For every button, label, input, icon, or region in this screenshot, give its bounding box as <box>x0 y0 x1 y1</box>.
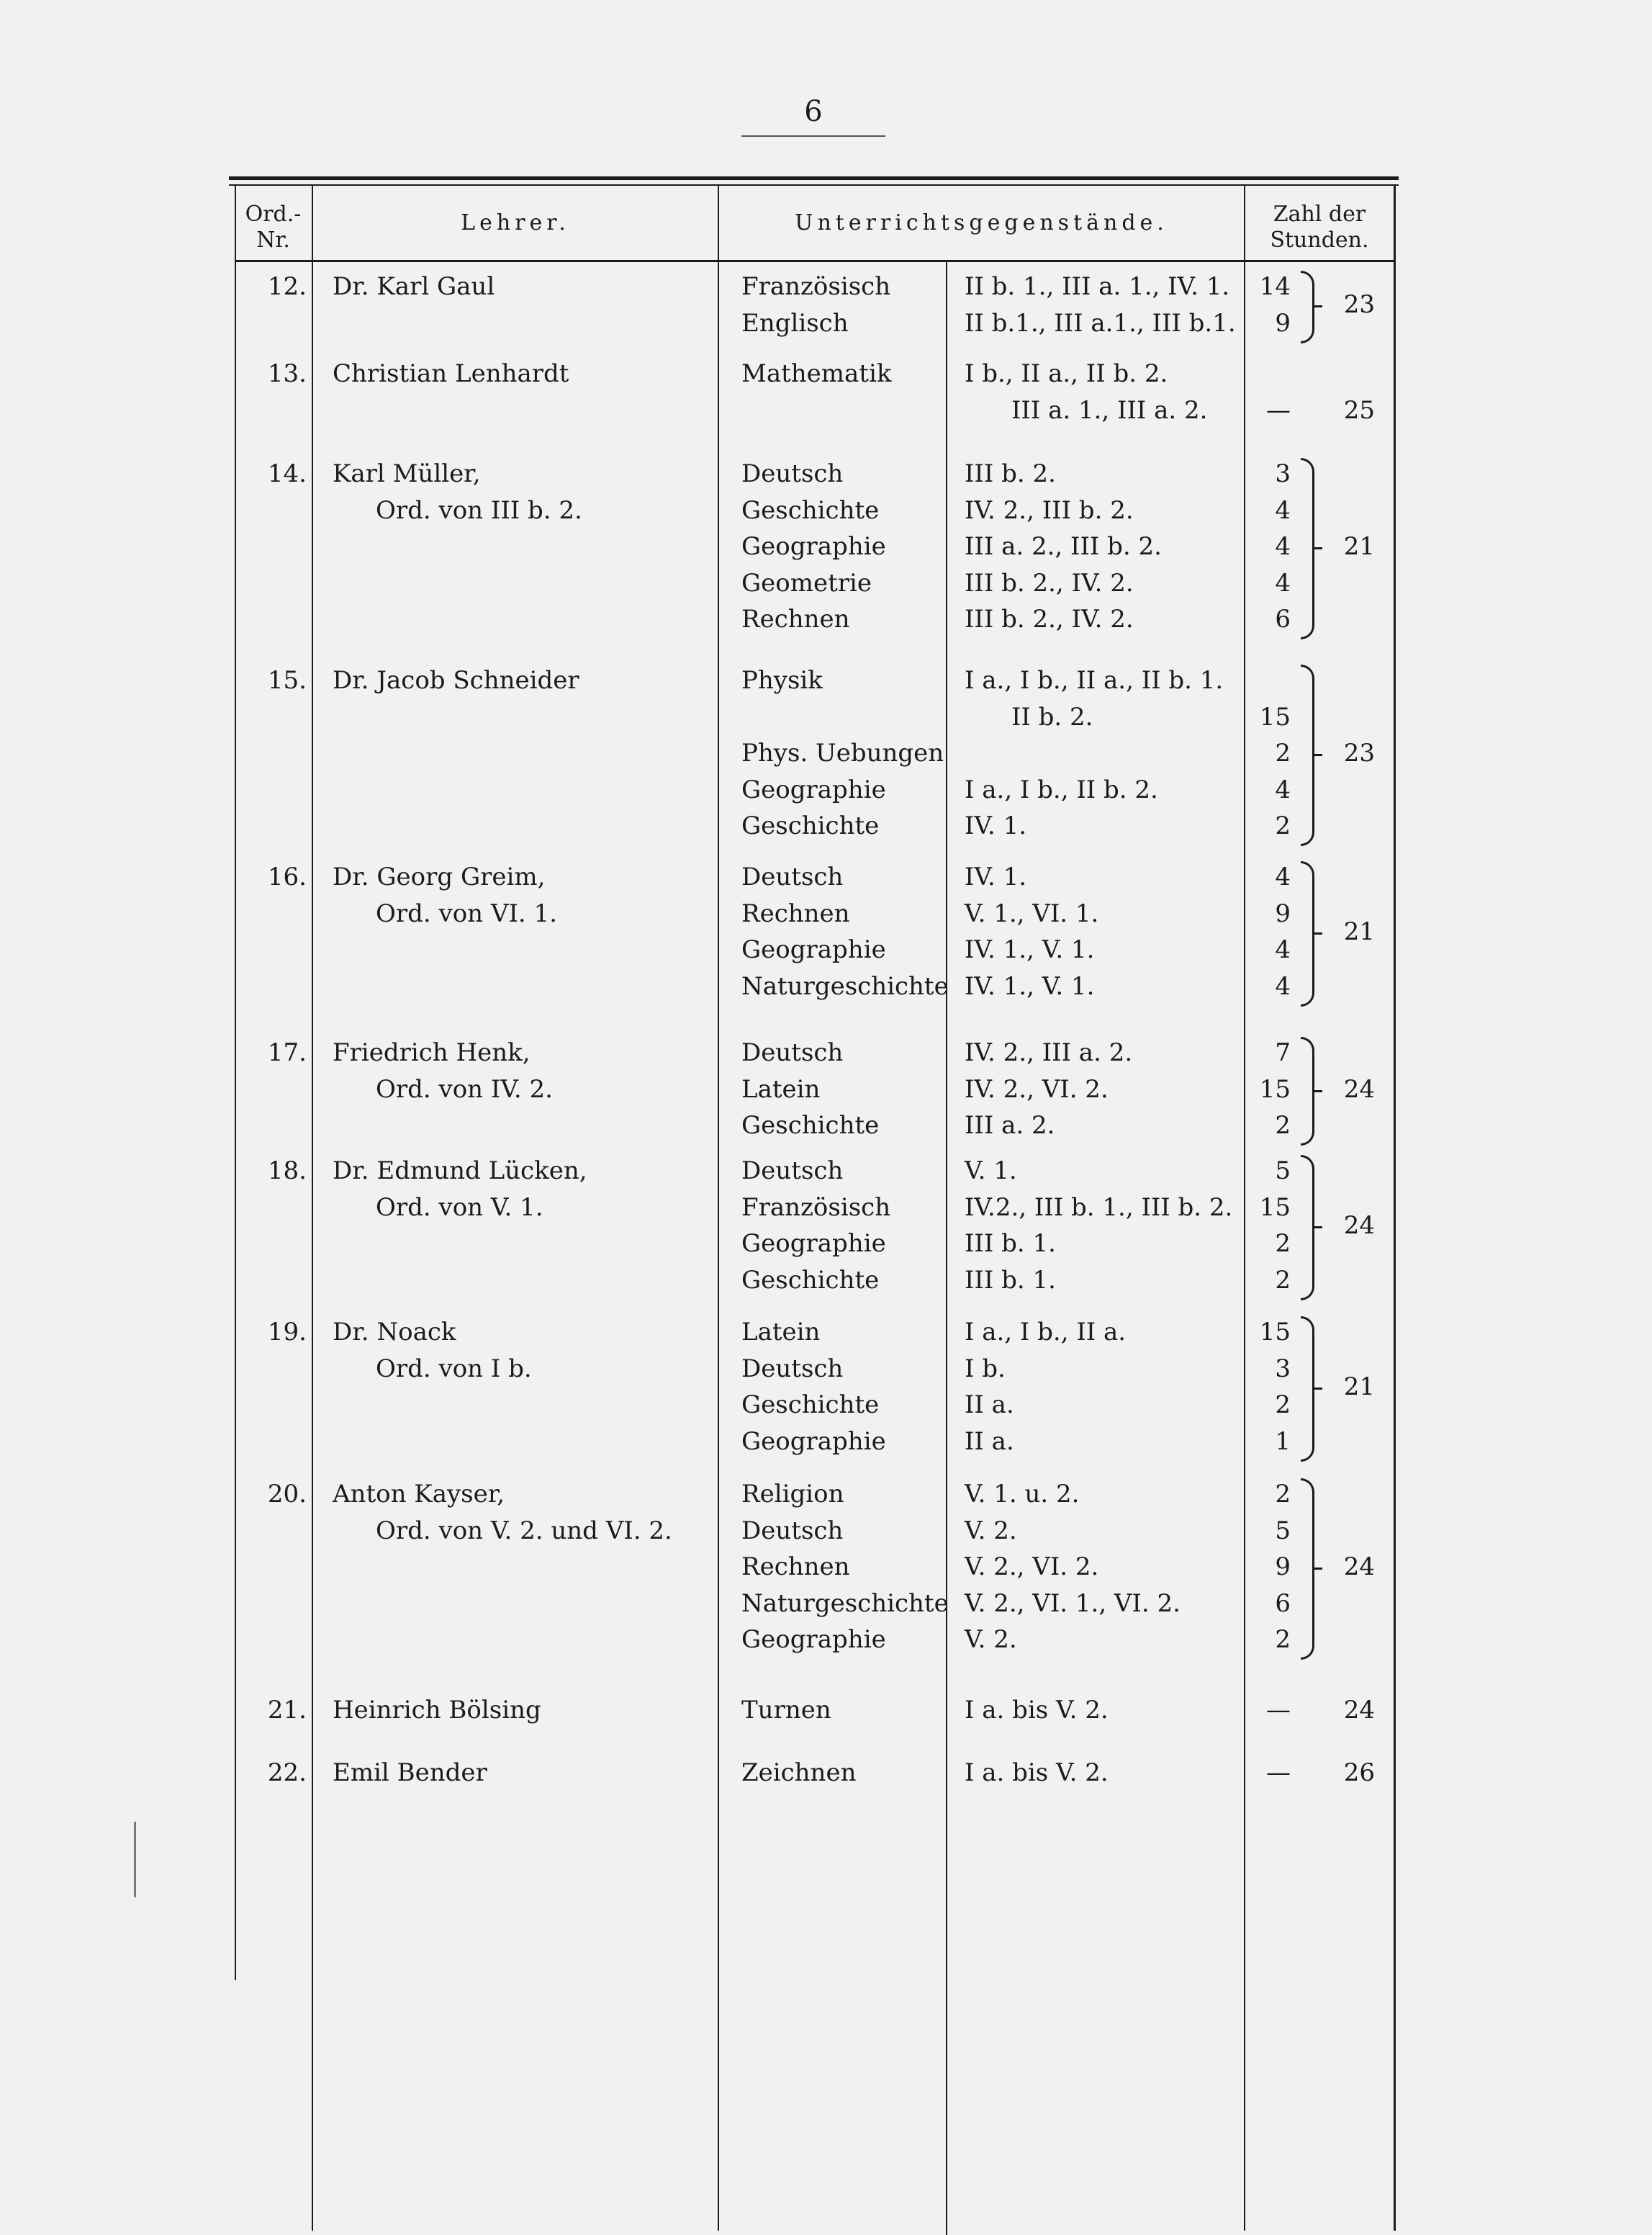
classes: I a., I b., II a. <box>965 1318 1127 1346</box>
teacher-name: Dr. Noack <box>333 1318 456 1346</box>
brace <box>1301 665 1314 846</box>
row-number: 19. <box>267 1318 307 1346</box>
hours: — <box>1266 1696 1291 1724</box>
subject: Religion <box>741 1480 844 1508</box>
column-rule-lehrer <box>718 186 719 2231</box>
row-number: 13. <box>267 359 307 388</box>
row-number: 21. <box>267 1696 307 1724</box>
teacher-role: Ord. von V. 2. und VI. 2. <box>376 1516 672 1545</box>
header-bottom-rule <box>235 260 1394 262</box>
subject: Deutsch <box>741 1516 844 1545</box>
hours: — <box>1266 395 1291 425</box>
column-rule-nr <box>312 186 313 2231</box>
row-total: 21 <box>1343 532 1375 561</box>
teacher-name: Dr. Karl Gaul <box>333 272 495 301</box>
hours: 2 <box>1275 1111 1291 1140</box>
subject: Geschichte <box>741 1265 880 1295</box>
classes: III b. 2., IV. 2. <box>965 568 1134 598</box>
classes: IV. 2., III a. 2. <box>965 1038 1133 1067</box>
subject: Französisch <box>741 272 891 301</box>
subject: Rechnen <box>741 605 850 634</box>
classes: V. 2., VI. 2. <box>965 1552 1099 1581</box>
brace <box>1301 271 1314 343</box>
table-top-rule-thin <box>229 184 1399 186</box>
brace <box>1301 861 1314 1007</box>
hours: 4 <box>1275 495 1291 525</box>
classes: I a., I b., II b. 2. <box>965 775 1158 804</box>
classes: II b. 1., III a. 1., IV. 1. <box>965 272 1230 301</box>
classes: III b. 1. <box>965 1229 1056 1258</box>
subject: Latein <box>741 1318 821 1346</box>
column-rule-right <box>1394 186 1396 2231</box>
hours: 4 <box>1275 775 1291 804</box>
subject: Physik <box>741 666 823 695</box>
subject: Mathematik <box>741 359 892 388</box>
subject: Geographie <box>741 1426 886 1456</box>
classes: I b. <box>965 1354 1006 1383</box>
hours: — <box>1266 1758 1291 1787</box>
teacher-name: Heinrich Bölsing <box>333 1696 541 1724</box>
subject: Phys. Uebungen <box>741 739 944 768</box>
hours: 7 <box>1275 1038 1291 1067</box>
teacher-name: Dr. Jacob Schneider <box>333 666 579 695</box>
classes: III a. 2. <box>965 1111 1055 1140</box>
subject: Geographie <box>741 775 886 804</box>
hours: 2 <box>1275 739 1291 768</box>
row-total: 21 <box>1343 1372 1375 1401</box>
row-total: 24 <box>1343 1552 1375 1581</box>
teacher-role: Ord. von VI. 1. <box>376 899 557 928</box>
row-number: 15. <box>267 666 307 695</box>
subject: Geometrie <box>741 568 872 598</box>
row-total: 24 <box>1343 1210 1375 1240</box>
hours: 4 <box>1275 532 1291 561</box>
classes: IV. 2., VI. 2. <box>965 1074 1109 1104</box>
row-total: 25 <box>1343 395 1375 425</box>
subject: Zeichnen <box>741 1758 857 1787</box>
hours: 15 <box>1259 1192 1291 1222</box>
classes: I a. bis V. 2. <box>965 1696 1109 1724</box>
row-total: 24 <box>1343 1696 1375 1724</box>
classes: II b.1., III a.1., III b.1. <box>965 308 1236 338</box>
classes: III b. 1. <box>965 1265 1056 1295</box>
hours: 2 <box>1275 1480 1291 1508</box>
subject: Geschichte <box>741 811 880 840</box>
subject: Englisch <box>741 308 849 338</box>
hours: 2 <box>1275 1625 1291 1654</box>
teacher-name: Emil Bender <box>333 1758 487 1787</box>
hours: 14 <box>1259 272 1291 301</box>
row-total: 26 <box>1343 1758 1375 1787</box>
classes: I a. bis V. 2. <box>965 1758 1109 1787</box>
teacher-name: Christian Lenhardt <box>333 359 569 388</box>
brace <box>1301 1155 1314 1300</box>
classes: III a. 1., III a. 2. <box>1011 395 1208 425</box>
subject: Naturgeschichte <box>741 1588 949 1618</box>
hours: 3 <box>1275 459 1291 488</box>
subject: Geographie <box>741 935 886 964</box>
row-total: 24 <box>1343 1074 1375 1104</box>
classes: III a. 2., III b. 2. <box>965 532 1162 561</box>
column-rule-hours <box>1244 186 1245 2231</box>
classes: V. 2. <box>965 1625 1017 1654</box>
classes: IV. 1. <box>965 863 1027 891</box>
classes: V. 1., VI. 1. <box>965 899 1099 928</box>
subject: Turnen <box>741 1696 831 1724</box>
hours: 2 <box>1275 811 1291 840</box>
header-lehrer: Lehrer. <box>461 210 570 235</box>
classes: IV. 1., V. 1. <box>965 971 1095 1001</box>
hours: 4 <box>1275 971 1291 1001</box>
classes: II b. 2. <box>1011 702 1093 732</box>
table-top-rule <box>229 176 1399 180</box>
subject: Deutsch <box>741 459 844 488</box>
classes: V. 2. <box>965 1516 1017 1545</box>
classes: IV.2., III b. 1., III b. 2. <box>965 1192 1233 1222</box>
row-number: 12. <box>267 272 307 301</box>
hours: 9 <box>1275 308 1291 338</box>
brace <box>1301 1037 1314 1146</box>
brace <box>1301 458 1314 639</box>
row-total: 23 <box>1343 739 1375 768</box>
hours: 6 <box>1275 1588 1291 1618</box>
hours: 2 <box>1275 1265 1291 1295</box>
classes: I b., II a., II b. 2. <box>965 359 1168 388</box>
hours: 3 <box>1275 1354 1291 1383</box>
subject: Rechnen <box>741 1552 850 1581</box>
subject: Deutsch <box>741 863 844 891</box>
teacher-role: Ord. von V. 1. <box>376 1192 543 1222</box>
teacher-name: Dr. Edmund Lücken, <box>333 1156 587 1185</box>
classes: III b. 2., IV. 2. <box>965 605 1134 634</box>
teacher-name: Dr. Georg Greim, <box>333 863 546 891</box>
subject: Geographie <box>741 1229 886 1258</box>
hours: 15 <box>1259 1318 1291 1346</box>
page-number: 6 <box>804 95 823 128</box>
teacher-role: Ord. von III b. 2. <box>376 495 582 525</box>
subject: Naturgeschichte <box>741 971 949 1001</box>
classes: II a. <box>965 1426 1014 1456</box>
classes: IV. 2., III b. 2. <box>965 495 1134 525</box>
classes: IV. 1., V. 1. <box>965 935 1095 964</box>
hours: 4 <box>1275 935 1291 964</box>
hours: 2 <box>1275 1390 1291 1419</box>
classes: I a., I b., II a., II b. 1. <box>965 666 1224 695</box>
row-number: 14. <box>267 459 307 488</box>
hours: 9 <box>1275 899 1291 928</box>
header-stunden-line2: Stunden. <box>1270 228 1369 253</box>
brace <box>1301 1316 1314 1462</box>
teacher-name: Anton Kayser, <box>333 1480 505 1508</box>
scan-mark <box>134 1822 136 1897</box>
teacher-role: Ord. von IV. 2. <box>376 1074 553 1104</box>
subject: Geographie <box>741 532 886 561</box>
hours: 5 <box>1275 1516 1291 1545</box>
header-stunden-line1: Zahl der <box>1273 202 1366 227</box>
header-ord-nr-line1: Ord.- <box>245 202 302 227</box>
row-number: 20. <box>267 1480 307 1508</box>
hours: 4 <box>1275 863 1291 891</box>
header-unterricht: Unterrichtsgegenstände. <box>795 210 1168 235</box>
hours: 2 <box>1275 1229 1291 1258</box>
page-number-rule <box>741 135 885 137</box>
classes: II a. <box>965 1390 1014 1419</box>
row-total: 21 <box>1343 917 1375 946</box>
row-number: 22. <box>267 1758 307 1787</box>
classes: V. 1. u. 2. <box>965 1480 1080 1508</box>
subject: Deutsch <box>741 1156 844 1185</box>
classes: IV. 1. <box>965 811 1027 840</box>
brace <box>1301 1478 1314 1660</box>
header-ord-nr-line2: Nr. <box>256 228 290 253</box>
subject: Deutsch <box>741 1354 844 1383</box>
hours: 4 <box>1275 568 1291 598</box>
subject: Geschichte <box>741 1390 880 1419</box>
classes: V. 2., VI. 1., VI. 2. <box>965 1588 1181 1618</box>
hours: 6 <box>1275 605 1291 634</box>
subject: Geographie <box>741 1625 886 1654</box>
hours: 15 <box>1259 1074 1291 1104</box>
subject: Geschichte <box>741 1111 880 1140</box>
row-number: 17. <box>267 1038 307 1067</box>
teacher-name: Friedrich Henk, <box>333 1038 531 1067</box>
subject: Geschichte <box>741 495 880 525</box>
hours: 9 <box>1275 1552 1291 1581</box>
subject: Latein <box>741 1074 821 1104</box>
hours: 5 <box>1275 1156 1291 1185</box>
teacher-name: Karl Müller, <box>333 459 481 488</box>
teacher-role: Ord. von I b. <box>376 1354 532 1383</box>
hours: 1 <box>1275 1426 1291 1456</box>
row-number: 16. <box>267 863 307 891</box>
hours: 15 <box>1259 702 1291 732</box>
subject: Rechnen <box>741 899 850 928</box>
row-number: 18. <box>267 1156 307 1185</box>
row-total: 23 <box>1343 290 1375 320</box>
column-rule-subject <box>946 262 947 2235</box>
subject: Französisch <box>741 1192 891 1222</box>
classes: V. 1. <box>965 1156 1017 1185</box>
classes: III b. 2. <box>965 459 1056 488</box>
subject: Deutsch <box>741 1038 844 1067</box>
